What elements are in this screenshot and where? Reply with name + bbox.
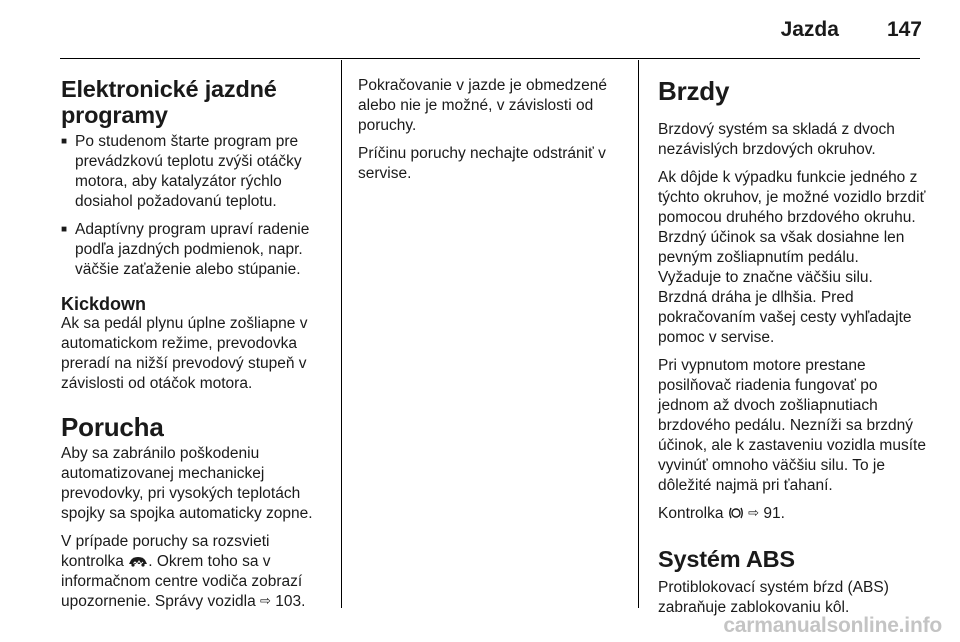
page-number: 147 xyxy=(886,18,922,41)
kickdown-text: Ak sa pedál plynu úplne zošliapne v automatickom režime, prevodovka preradí na nižší prevodový stupeň v závislosti od otáčok motora. xyxy=(61,315,308,392)
brakes-text-1: Brzdový systém sa skladá z dvoch nezávislých brzdových okruhov. xyxy=(658,121,895,158)
brakes-text-2: Ak dôjde k výpadku funkcie jedného z týchto okruhov, je možné vozidlo brzdiť pomocou druhého brzdového okruhu. Brzdný účinok sa však dosiahne len pevným zošliapnutím pedálu. Vyžaduje to značne väčšiu silu. Brzdná dráha je dlhšia. Pred pokračovaním vašej cesty vyhľadajte pomoc v servise. xyxy=(658,169,926,346)
page-header xyxy=(781,18,922,42)
transmission-warning-icon xyxy=(128,556,148,567)
column-2 xyxy=(358,76,628,192)
program-bullet-list xyxy=(61,132,331,280)
heading-fault: Porucha xyxy=(61,412,164,442)
watermark: carmanualsonline.info xyxy=(723,614,942,637)
column-divider-2 xyxy=(638,60,639,608)
vehicle-messages-page-link[interactable]: 103. xyxy=(275,593,306,610)
heading-brakes: Brzdy xyxy=(658,76,730,106)
bullet-item: ■ Po studenom štarte program pre prevádzkovú teplotu zvýši otáčky motora, aby katalyzátor rýchlo dosiahol požadovanú teplotu. xyxy=(61,132,331,212)
brakes-text-3: Pri vypnutom motore prestane posilňovač riadenia fungovať po jednom až dvoch zošliapnutiach brzdového pedálu. Nezníži sa brzdný účinok, ale k zastaveniu vozidla musíte vyvinúť omnoho väčšiu silu. To je dôležité najmä pri ťahaní. xyxy=(658,357,926,494)
fault-text-2 xyxy=(61,532,331,612)
fault-text-2a: V prípade poruchy sa rozsvieti kontrolka xyxy=(61,533,270,570)
heading-kickdown: Kickdown xyxy=(61,294,147,314)
abs-text: Protiblokovací systém bŕzd (ABS) zabraňuje zablokovaniu kôl. xyxy=(658,579,889,616)
fault-text-1: Aby sa zabránilo poškodeniu automatizovanej mechanickej prevodovky, pri vysokých teplotách spojky sa spojka automaticky zopne. xyxy=(61,445,313,522)
bullet-item: ■ Adaptívny program upraví radenie podľa jazdných podmienok, napr. väčšie zaťaženie alebo stúpanie. xyxy=(61,220,331,280)
heading-abs: Systém ABS xyxy=(658,546,795,572)
column-divider-1 xyxy=(341,60,342,608)
repair-text: Príčinu poruchy nechajte odstrániť v servise. xyxy=(358,145,606,182)
header-rule xyxy=(60,58,920,59)
brake-indicator-text xyxy=(658,504,926,524)
column-1 xyxy=(61,76,331,620)
page-reference-arrow-icon: ⇨ xyxy=(748,505,760,520)
brake-warning-icon xyxy=(728,506,744,520)
fault-text-2b: . Okrem toho sa v informačnom centre vodiča zobrazí upozornenie. Správy vozidla xyxy=(61,553,303,610)
brake-indicator-page-link[interactable]: 91. xyxy=(763,505,785,522)
heading-electronic-programs: Elektronické jazdné programy xyxy=(61,76,277,128)
page-reference-arrow-icon: ⇨ xyxy=(260,593,271,608)
kontrolka-label: Kontrolka xyxy=(658,505,724,522)
continue-text: Pokračovanie v jazde je obmedzené alebo nie je možné, v závislosti od poruchy. xyxy=(358,77,608,134)
column-3 xyxy=(658,76,926,626)
section-title: Jazda xyxy=(780,18,839,41)
